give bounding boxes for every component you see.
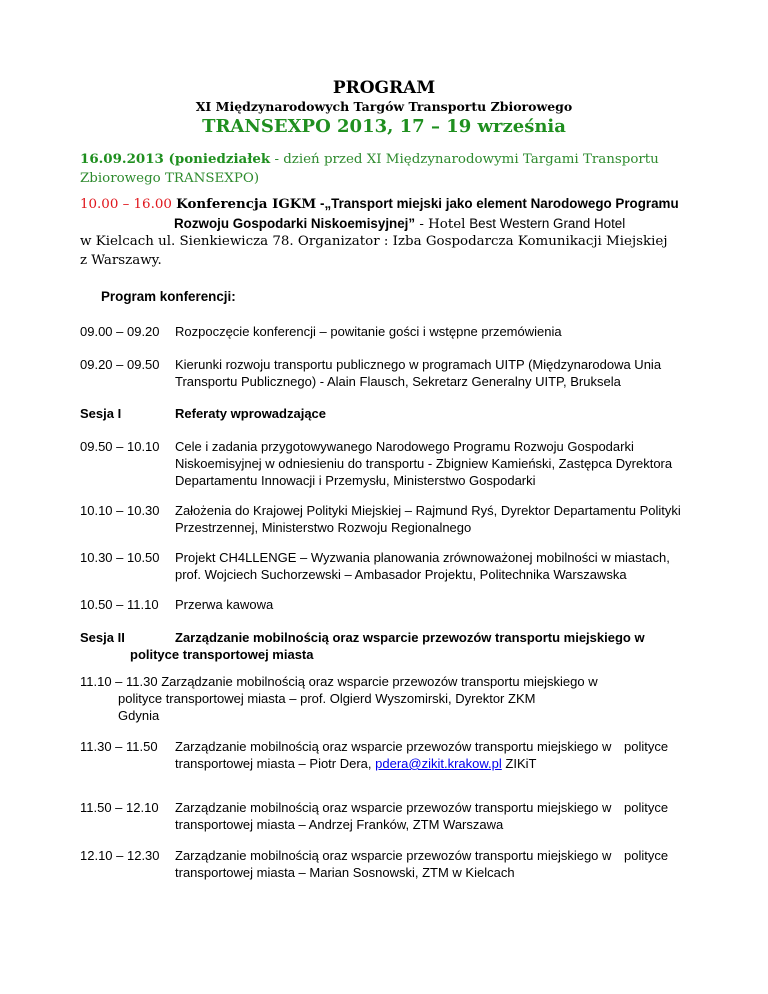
row-line: transportowej miasta – Andrzej Franków, ZTM Warszawa — [175, 817, 504, 832]
row-time: 11.30 – 11.50 — [80, 739, 158, 754]
row-line: Transportu Publicznego) - Alain Flausch, Sekretarz Generalny UITP, Bruksela — [175, 374, 621, 389]
row-line: Przestrzennej, Ministerstwo Rozwoju Regionalnego — [175, 520, 472, 535]
session-title — [175, 629, 710, 646]
hotel-name: Best Western Grand Hotel — [465, 216, 626, 231]
row-desc — [175, 549, 710, 583]
row-time: 09.20 – 09.50 — [80, 357, 160, 372]
conference-time: 10.00 – 16.00 — [80, 197, 172, 212]
row-line: 11.10 – 11.30 Zarządzanie mobilnością oraz wsparcie przewozów transportu miejskiego w — [80, 674, 598, 689]
row-extra: polityce — [624, 848, 669, 863]
row-time: 10.10 – 10.30 — [80, 503, 160, 518]
address-line-2: z Warszawy. — [80, 253, 162, 268]
date-rest-2: Zbiorowego TRANSEXPO) — [80, 171, 260, 186]
row-line: Departamentu Innowacji i Przemysłu, Ministerstwo Gospodarki — [175, 473, 536, 488]
row-line: polityce transportowej miasta – prof. Olgierd Wyszomirski, Dyrektor ZKM — [118, 691, 536, 706]
session-title — [175, 405, 710, 422]
row-line: Założenia do Krajowej Polityki Miejskiej – Rajmund Ryś, Dyrektor Departamentu Polityki — [175, 503, 681, 518]
row-extra: polityce — [624, 800, 669, 815]
row-desc — [175, 438, 710, 489]
session-label: Sesja II — [80, 630, 125, 645]
row-line: Gdynia — [118, 708, 160, 723]
date-text: 16.09.2013 (poniedziałek — [80, 151, 271, 167]
row-desc — [175, 847, 615, 881]
row-time: 12.10 – 12.30 — [80, 848, 160, 863]
row-line: Projekt CH4LLENGE – Wyzwania planowania zrównoważonej mobilności w miastach, — [175, 550, 670, 565]
row-desc — [175, 596, 710, 613]
row-line: Zarządzanie mobilnością oraz wsparcie przewozów transportu miejskiego w — [175, 848, 612, 863]
dateline — [80, 150, 710, 188]
address-line-1: w Kielcach ul. Sienkiewicza 78. Organizator : Izba Gospodarcza Komunikacji Miejskiej — [80, 234, 668, 249]
row-desc — [175, 502, 710, 536]
session-title-line: polityce transportowej miasta — [130, 647, 314, 662]
row-line: Zarządzanie mobilnością oraz wsparcie przewozów transportu miejskiego w — [175, 739, 612, 754]
program-heading: Program konferencji: — [101, 289, 236, 304]
session-title-line: Zarządzanie mobilnością oraz wsparcie przewozów transportu miejskiego w — [175, 630, 645, 645]
conference-title-1: -„Transport miejski jako element Narodowego Programu — [316, 196, 679, 211]
email-link[interactable]: pdera@zikit.krakow.pl — [375, 756, 502, 771]
row-line: Cele i zadania przygotowywanego Narodowego Programu Rozwoju Gospodarki — [175, 439, 634, 454]
row-line: Kierunki rozwoju transportu publicznego w programach UITP (Międzynarodowa Unia — [175, 357, 662, 372]
row-text: transportowej miasta – Piotr Dera, — [175, 756, 376, 771]
row-line: Referaty wprowadzające — [175, 406, 327, 421]
row-line: Niskoemisyjnej w odniesieniu do transportu - Zbigniew Kamieński, Zastępca Dyrektora — [175, 456, 673, 471]
session-label: Sesja I — [80, 406, 122, 421]
row-desc — [175, 356, 710, 390]
row-time: 10.30 – 10.50 — [80, 550, 160, 565]
row-desc — [175, 738, 615, 772]
row-extra: polityce — [624, 739, 669, 754]
conference-label: Konferencja IGKM — [176, 196, 317, 212]
conference-title-2: Rozwoju Gospodarki Niskoemisyjnej” — [174, 216, 416, 231]
event-title: TRANSEXPO 2013, 17 – 19 września — [202, 116, 566, 137]
row-time: 09.50 – 10.10 — [80, 439, 160, 454]
row-line: Rozpoczęcie konferencji – powitanie gości i wstępne przemówienia — [175, 324, 562, 339]
row-desc — [175, 323, 710, 340]
page-subtitle: XI Międzynarodowych Targów Transportu Zbiorowego — [195, 99, 573, 114]
row-time: 09.00 – 09.20 — [80, 324, 160, 339]
conference-heading — [80, 194, 710, 234]
conference-address — [80, 232, 710, 270]
date-rest-1: - dzień przed XI Międzynarodowymi Targami Transportu — [270, 152, 659, 167]
row-line: Zarządzanie mobilnością oraz wsparcie przewozów transportu miejskiego w — [175, 800, 612, 815]
hotel-prefix: - Hotel — [415, 217, 466, 232]
page-title: PROGRAM — [332, 78, 436, 98]
row-desc — [175, 799, 615, 833]
row-line: Przerwa kawowa — [175, 597, 274, 612]
row-text: ZIKiT — [501, 756, 537, 771]
row-line — [175, 755, 615, 772]
row-time: 11.50 – 12.10 — [80, 800, 159, 815]
row-line: prof. Wojciech Suchorzewski – Ambasador Projektu, Politechnika Warszawska — [175, 567, 627, 582]
row-line: transportowej miasta – Marian Sosnowski, ZTM w Kielcach — [175, 865, 515, 880]
row-time: 10.50 – 11.10 — [80, 597, 159, 612]
